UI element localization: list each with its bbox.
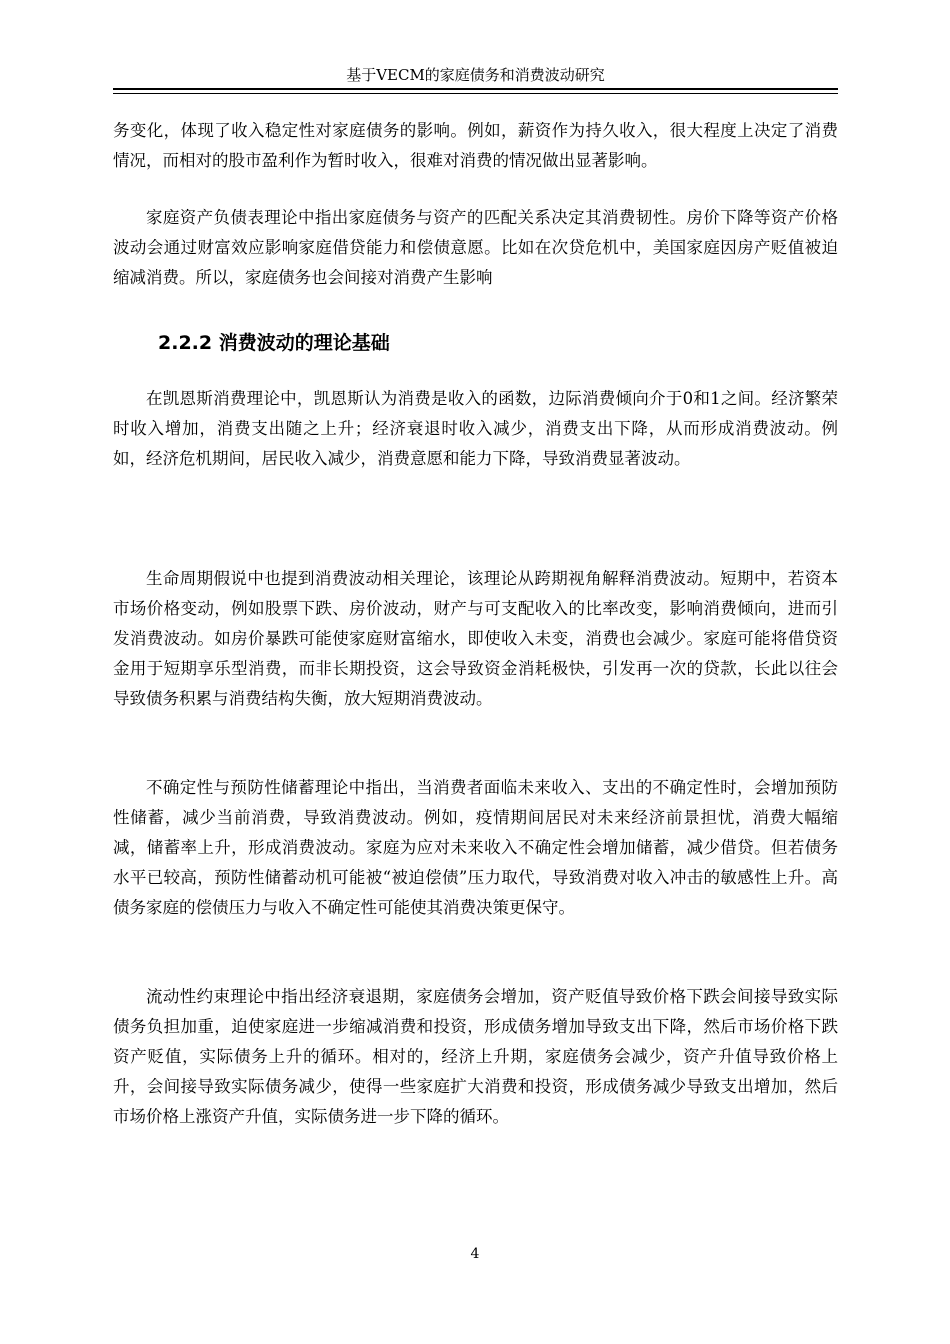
paragraph-continued: 务变化，体现了收入稳定性对家庭债务的影响。例如，薪资作为持久收入，很大程度上决定了消费情况，而相对的股市盈利作为暂时收入，很难对消费的情况做出显著影响。 xyxy=(113,121,838,170)
section-heading: 2.2.2 消费波动的理论基础 xyxy=(158,332,390,354)
paragraph-life-cycle-hypothesis: 生命周期假说中也提到消费波动相关理论，该理论从跨期视角解释消费波动。短期中，若资本市场价格变动，例如股票下跌、房价波动，财产与可支配收入的比率改变，影响消费倾向，进而引发消费波动。如房价暴跌可能使家庭财富缩水，即使收入未变，消费也会减少。家庭可能将借贷资金用于短期享乐型消费，而非长期投资，这会导致资金消耗极快，引发再一次的贷款，长此以往会导致债务积累与消费结构失衡，放大短期消费波动。 xyxy=(113,569,838,708)
page-number: 4 xyxy=(470,1246,480,1262)
paragraph-precautionary-savings: 不确定性与预防性储蓄理论中指出，当消费者面临未来收入、支出的不确定性时，会增加预防性储蓄，减少当前消费，导致消费波动。例如，疫情期间居民对未来经济前景担忧，消费大幅缩减，储蓄率上升，形成消费波动。家庭为应对未来收入不确定性会增加储蓄，减少借贷。但若债务水平已较高，预防性储蓄动机可能被“被迫偿债”压力取代，导致消费对收入冲击的敏感性上升。高债务家庭的偿债压力与收入不确定性可能使其消费决策更保守。 xyxy=(113,778,838,917)
header-rule-thick xyxy=(113,88,838,90)
header-rule-thin xyxy=(113,93,838,94)
running-header: 基于VECM的家庭债务和消费波动研究 xyxy=(346,66,605,84)
paragraph-liquidity-constraint: 流动性约束理论中指出经济衰退期，家庭债务会增加，资产贬值导致价格下跌会间接导致实际债务负担加重，迫使家庭进一步缩减消费和投资，形成债务增加导致支出下降，然后市场价格下跌资产贬值，实际债务上升的循环。相对的，经济上升期，家庭债务会减少，资产升值导致价格上升，会间接导致实际债务减少，使得一些家庭扩大消费和投资，形成债务减少导致支出增加，然后市场价格上涨资产升值，实际债务进一步下降的循环。 xyxy=(113,987,838,1126)
paragraph-keynes-theory: 在凯恩斯消费理论中，凯恩斯认为消费是收入的函数，边际消费倾向介于0和1之间。经济繁荣时收入增加，消费支出随之上升；经济衰退时收入减少，消费支出下降，从而形成消费波动。例如，经济危机期间，居民收入减少，消费意愿和能力下降，导致消费显著波动。 xyxy=(113,389,838,468)
paragraph-balance-sheet-theory: 家庭资产负债表理论中指出家庭债务与资产的匹配关系决定其消费韧性。房价下降等资产价格波动会通过财富效应影响家庭借贷能力和偿债意愿。比如在次贷危机中，美国家庭因房产贬值被迫缩减消费。所以，家庭债务也会间接对消费产生影响 xyxy=(113,208,838,287)
